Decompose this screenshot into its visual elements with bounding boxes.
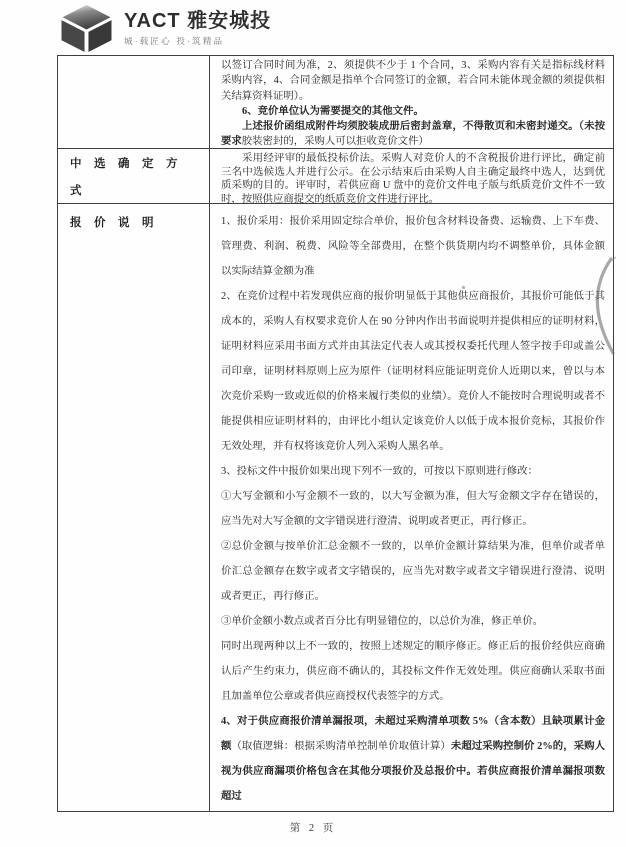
row-header-cell [58,56,210,148]
paragraph [221,284,605,459]
text-segment: 上述报价函组成附件均须胶装成册后密封盖章，不得散页和未密封递交。（未按要求 [221,121,605,148]
text-segment: 2、在竞价过程中若发现供应商的报价明显低于其他供应商报价，其报价可能低于其成本的，采购人有权要求竞价人在 90 分钟内作出书面说明并提供相应的证明材料，证明材料应采用书面方式并由其法定代表人或其授权委托代理人签字按手印或盖公司印章，证明材料原则上应为原件（证明材料应能证明竞价人近期以来，曾以与本次竞价采购一致或近似的价格来履行类似的业绩）。竞价人不能按时合理说明或者不能提供相应证明材料的，由评比小组认定该竞价人以低于成本报价竞标，其报价作无效处理，并有权将该竞价人列入采购人黑名单。 [221,291,605,452]
paragraph [221,634,605,709]
row-content-cell [210,204,613,811]
text-segment: 6、竞价单位认为需要提交的其他文件。 [242,105,424,117]
scan-speck [462,286,465,289]
text-segment: 3、投标文件中报价如果出现下列不一致的，可按以下原则进行修改： [221,466,538,477]
brand-text: YACT 雅安城投 [124,10,272,32]
text-segment: 同时出现两种以上不一致的，按照上述规定的顺序修正。修正后的报价经供应商确认后产生约束力，供应商不确认的，其投标文件作无效处理。供应商确认采取书面且加盖单位公章或者供应商授权代表签字的方式。 [221,641,605,702]
text-segment: 1、报价采用：报价采用固定综合单价，报价包含材料设备费、运输费、上下车费、管理费、利润、税费、风险等全部费用，在整个供货期内均不调整单价，具体金额以实际结算金额为准 [221,216,605,277]
paragraph [221,119,605,150]
row-header-cell: 报价说明 [58,204,210,811]
table-row [58,203,613,811]
paragraph [221,152,605,207]
table-row [58,56,613,148]
page-number: 第 2 页 [289,823,337,834]
row-header-cell: 中选确定方式 [58,149,210,203]
text-segment: 以签订合同时间为准，2、须提供不少于 1 个合同，3、采购内容有关是指标线材料采购内容，4、合同金额是指单个合同签订的金额，若合同未能体现金额的须提供相关结算资料证明）。 [221,60,605,102]
logo [58,4,271,53]
row-content-cell [210,149,613,206]
table-row [58,148,613,206]
paragraph [221,484,605,534]
text-segment: ②总价金额与按单价汇总金额不一致的，以单价金额计算结果为准，但单价或者单价汇总金额存在数字或者文字错误的，应当先对数字或者文字错误进行澄清、说明或者更正，再行修正。 [221,541,605,602]
text-segment: ③单价金额小数点或者百分比有明显错位的，以总价为准，修正单价。 [221,616,544,627]
text-segment: 4、对于供应商报价清单漏报项，未超过采购清单项数 5%（含本数）且缺项累计金额 [221,716,605,752]
text-segment: 未超过采购控制价 2%的，采购人视为供应商漏项价格包含在其他分项报价及总报价中。若供应商报价清单漏报项数超过 [221,741,605,802]
paragraph [221,609,605,634]
cube-icon [58,4,115,53]
paragraph [221,459,605,484]
text-segment: 胶装密封的，采购人可以拒收竞价文件） [241,136,429,148]
paragraph [221,209,605,284]
text-segment: （取值逻辑：根据采购清单控制单价取值计算） [231,741,451,752]
doc-table [57,55,614,812]
paragraph [221,58,605,104]
logo-tagline: 城·载匠心 投·筑精品 [124,36,225,46]
paragraph [221,104,605,119]
row-content-cell [210,56,613,148]
text-segment: 采用经评审的最低投标价法。采购人对竞价人的不含税报价进行评比，确定前三名中选候选人并进行公示。在公示结束后由采购人自主确定最终中选人，达到优质采购的目的。评审时，若供应商 U 盘中的竞价文件电子版与纸质竞价文件不一致时，按照供应商提交的纸质竞价文件进行评比。 [221,153,605,206]
page-footer [0,820,626,835]
logo-text [124,4,271,47]
paragraph [221,709,605,809]
paragraph [221,534,605,609]
text-segment: ①大写金额和小写金额不一致的，以大写金额为准，但大写金额文字存在错误的，应当先对大写金额的文字错误进行澄清、说明或者更正，再行修正。 [221,491,605,527]
